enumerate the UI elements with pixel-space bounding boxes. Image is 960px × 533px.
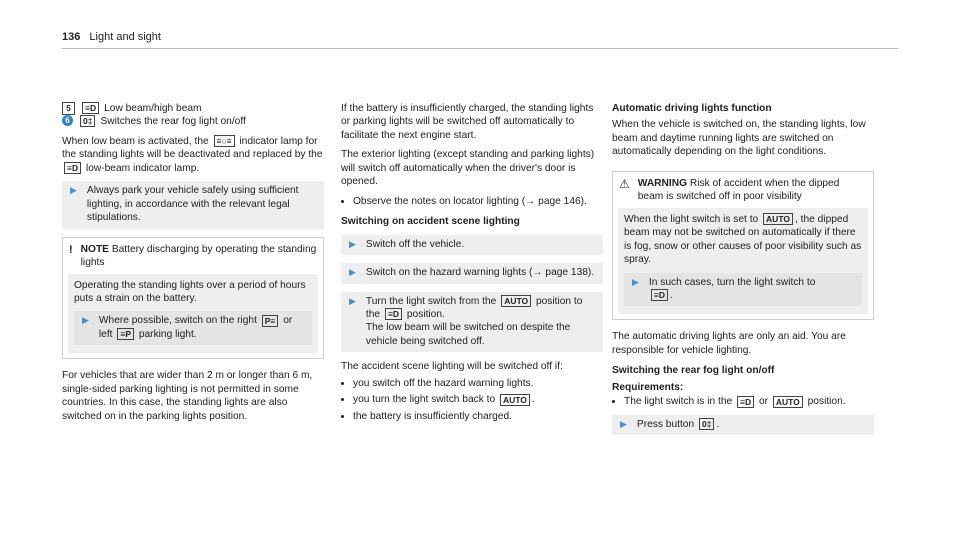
step-text: Turn the light switch from the <box>365 295 497 307</box>
note-exclamation-icon: ! <box>69 243 73 256</box>
legend-item-6 <box>62 115 324 128</box>
warning-title: Risk of accident when the dipped beam is switched off in poor visibility <box>637 177 840 203</box>
note-body <box>68 274 318 354</box>
step-text: parking light. <box>138 328 197 340</box>
warning-triangle-icon: ⚠ <box>619 176 630 191</box>
warning-label: WARNING <box>637 177 688 189</box>
page-header <box>62 30 161 45</box>
instruction-step <box>341 235 603 255</box>
instruction-step <box>341 292 603 353</box>
instruction-step: ▶ Press button 0‡ . <box>612 415 874 435</box>
step-result-text: The low beam will be switched on despite the vehicle being switched off. <box>365 322 571 347</box>
step-text: Switch on the hazard warning lights (→ page 138). <box>365 267 595 279</box>
low-beam-paragraph <box>62 135 324 175</box>
list-item-text: you turn the light switch back to <box>353 394 496 406</box>
column-2 <box>341 102 603 429</box>
auto-light-icon: AUTO <box>763 213 793 225</box>
para-text: indicator lamp for the standing lights will be deactivated and replaced by the <box>62 135 323 161</box>
item5-text: Low beam/high beam <box>104 103 202 114</box>
accident-lighting-paragraph: The accident scene lighting will be switched off if: <box>341 361 563 373</box>
warning-body <box>618 208 868 315</box>
low-beam-icon: ≡D <box>385 308 402 320</box>
requirement-item <box>624 395 874 408</box>
legend-item-5 <box>62 102 324 115</box>
rear-fog-light-icon: 0‡ <box>699 418 714 430</box>
list-item: • you switch off the hazard warning lights. <box>353 377 603 390</box>
locator-note-bullet: • Observe the notes on locator lighting (→ page 146). <box>353 195 603 208</box>
step-text: Switch off the vehicle. <box>365 238 465 250</box>
wide-vehicle-paragraph: For vehicles that are wider than 2 m or longer than 6 m, single-sided parking lighting is not permitted in some countries. In this case, the standing lights are also switched on in the parking lights position. <box>62 370 313 422</box>
rear-fog-light-icon: 0‡ <box>80 115 95 127</box>
aid-paragraph: The automatic driving lights are only an aid. You are responsible for vehicle lighting. <box>612 331 846 356</box>
auto-light-icon: AUTO <box>500 394 530 406</box>
requirements-heading: Requirements: <box>612 381 684 393</box>
step-text: Where possible, switch on the right <box>98 315 257 327</box>
section-heading: Switching on accident scene lighting <box>341 216 520 228</box>
note-label: NOTE <box>80 243 109 255</box>
instruction-step <box>62 181 324 228</box>
step-text: In such cases, turn the light switch to <box>648 276 816 288</box>
note-step <box>74 311 312 345</box>
item6-text: Switches the rear fog light on/off <box>100 116 246 128</box>
warning-text: When the light switch is set to <box>624 213 759 225</box>
automatic-lights-paragraph: When the vehicle is switched on, the standing lights, low beam and daytime running lights are switched on automatically depending on the light conditions. <box>612 119 866 158</box>
low-beam-icon: ≡D <box>651 289 668 301</box>
page-number: 136 <box>62 31 81 43</box>
battery-paragraph: If the battery is insufficiently charged, the standing lights or parking lights will be switched off automatically to facilitate the next engine start. <box>341 103 594 141</box>
low-beam-icon: ≡D <box>64 162 81 174</box>
instruction-step <box>341 263 603 283</box>
list-item: • the battery is insufficiently charged. <box>353 410 603 423</box>
step-arrow-icon: ▶ <box>349 295 356 306</box>
step-text: position to the <box>365 295 583 320</box>
step-arrow-icon: ▶ <box>620 418 627 429</box>
step-arrow-icon: ▶ <box>632 276 639 287</box>
section-heading: Automatic driving lights function <box>612 103 772 114</box>
para-text: low-beam indicator lamp. <box>85 162 200 174</box>
column-1 <box>62 102 324 429</box>
note-text: Operating the standing lights over a period of hours puts a strain on the battery. <box>74 279 306 304</box>
step-arrow-icon: ▶ <box>70 185 77 196</box>
section-heading: Switching the rear fog light on/off <box>612 365 775 377</box>
note-header <box>63 238 323 274</box>
requirement-text: The light switch is in the <box>624 396 733 408</box>
auto-light-icon: AUTO <box>501 295 531 307</box>
right-parking-light-icon: P≡ <box>262 315 279 327</box>
note-box <box>62 237 324 360</box>
number-6-badge: 6 <box>62 115 73 126</box>
warning-step: ▶ In such cases, turn the light switch to ≡D . <box>624 273 862 307</box>
header-divider <box>62 48 898 49</box>
warning-box <box>612 171 874 321</box>
step-arrow-icon: ▶ <box>82 315 89 326</box>
number-5-badge: 5 <box>62 102 75 115</box>
exterior-lighting-paragraph: The exterior lighting (except standing and parking lights) will switch off automatically when the driver's door is opened. <box>341 149 595 188</box>
step-text: Press button <box>636 418 695 430</box>
para-text: When low beam is activated, the <box>62 135 209 147</box>
step-arrow-icon: ▶ <box>349 238 356 249</box>
low-beam-icon: ≡D <box>82 102 99 114</box>
requirement-text: position. <box>807 396 846 408</box>
page-section-title: Light and sight <box>89 31 161 43</box>
requirement-text: or <box>758 396 769 408</box>
warning-text: , the dipped beam may not be switched on automatically if there is fog, snow or other causes of poor visibility such as spray. <box>624 213 862 266</box>
standing-lights-icon: ≡○≡ <box>214 135 235 147</box>
note-title: Battery discharging by operating the standing lights <box>80 243 317 269</box>
left-parking-light-icon: ≡P <box>117 328 134 340</box>
column-3 <box>612 102 874 443</box>
accident-lighting-list <box>341 377 603 423</box>
low-beam-icon: ≡D <box>737 396 754 408</box>
step-text: or left <box>98 315 293 340</box>
step-arrow-icon: ▶ <box>349 267 356 278</box>
list-item: • you turn the light switch back to AUTO . <box>353 393 603 406</box>
auto-light-icon: AUTO <box>773 396 803 408</box>
step-text: position. <box>406 308 445 320</box>
warning-header <box>613 172 873 208</box>
step-text: Always park your vehicle safely using sufficient lighting, in accordance with the relevant legal stipulations. <box>86 185 299 224</box>
